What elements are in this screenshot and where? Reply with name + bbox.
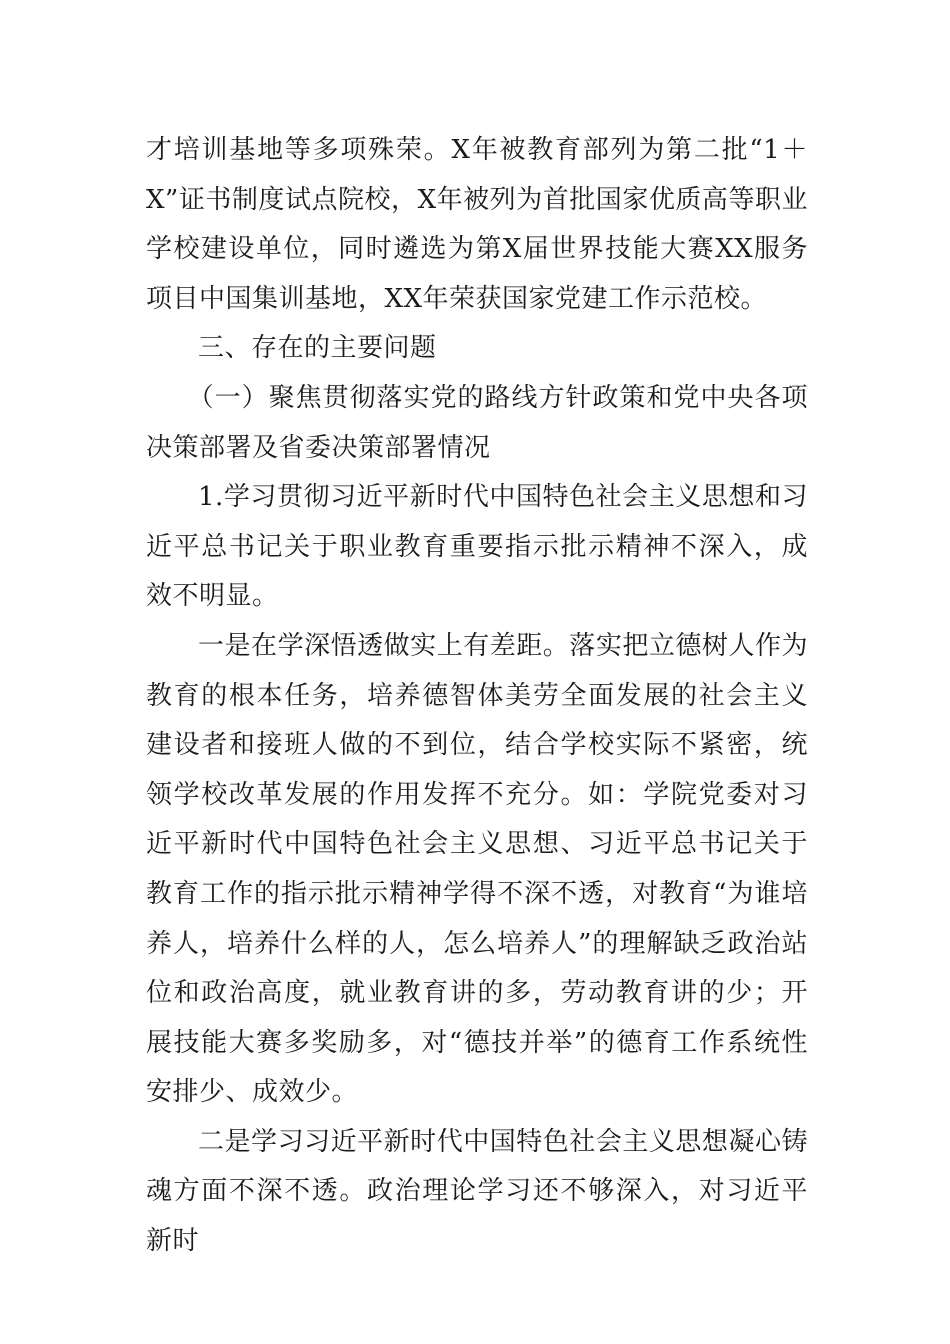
document-body [146,126,808,1267]
subsection-heading: （一）聚焦贯彻落实党的路线方针政策和党中央各项决策部署及省委决策部署情况 [146,382,808,463]
numbered-item-heading: 1.学习贯彻习近平新时代中国特色社会主义思想和习近平总书记关于职业教育重要指示批示精神不深入，成效不明显。 [146,482,808,612]
paragraph-point-two: 二是学习习近平新时代中国特色社会主义思想凝心铸魂方面不深不透。政治理论学习还不够深入，对习近平新时 [146,1126,808,1257]
paragraph-point-one: 一是在学深悟透做实上有差距。落实把立德树人作为教育的根本任务，培养德智体美劳全面发展的社会主义建设者和接班人做的不到位，结合学校实际不紧密，统领学校改革发展的作用发挥不充分。如：学院党委对习近平新时代中国特色社会主义思想、习近平总书记关于教育工作的指示批示精神学得不深不透，对教育“为谁培养人，培养什么样的人，怎么培养人”的理解缺乏政治站位和政治高度，就业教育讲的多，劳动教育讲的少；开展技能大赛多奖励多，对“德技并举”的德育工作系统性安排少、成效少。 [146,630,808,1108]
paragraph-continuation: 才培训基地等多项殊荣。X年被教育部列为第二批“1＋X”证书制度试点院校，X年被列为首批国家优质高等职业学校建设单位，同时遴选为第X届世界技能大赛XX服务项目中国集训基地，XX年荣获国家党建工作示范校。 [146,135,808,314]
section-heading: 三、存在的主要问题 [198,333,437,364]
